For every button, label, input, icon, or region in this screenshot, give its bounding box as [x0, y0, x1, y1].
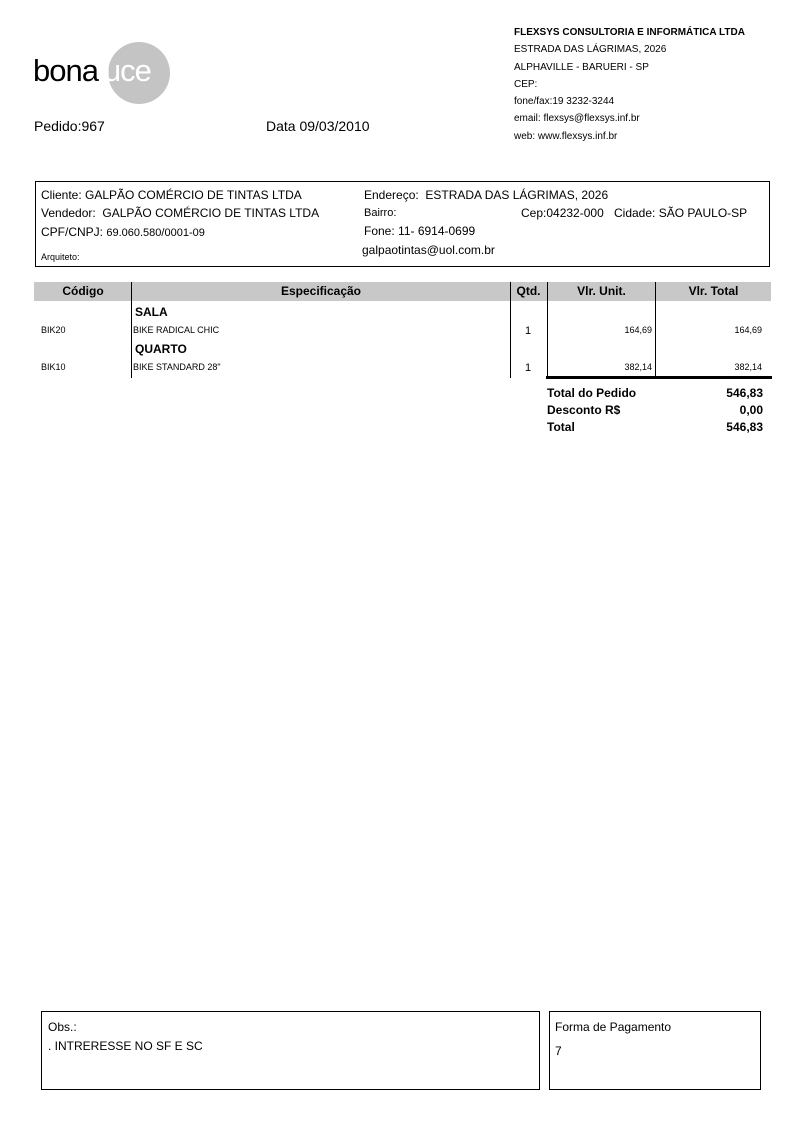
architect-label: Arquiteto:	[41, 252, 80, 262]
col-header-unit: Vlr. Unit.	[577, 284, 626, 298]
logo-text-bona: bona	[33, 53, 98, 88]
grand-total-value: 546,83	[726, 420, 763, 434]
phone-value: 11- 6914-0699	[398, 224, 476, 238]
payment-value: 7	[555, 1044, 562, 1058]
client-phone	[364, 224, 475, 238]
company-city: ALPHAVILLE - BARUERI - SP	[514, 61, 649, 73]
cpf-value: 69.060.580/0001-09	[106, 227, 205, 239]
client-address	[364, 188, 608, 202]
table-cell-qty: 1	[524, 325, 532, 337]
company-email: email: flexsys@flexsys.inf.br	[514, 113, 640, 125]
client-cep	[521, 206, 604, 220]
table-cell-code: BIK10	[41, 362, 66, 372]
seller-label: Vendedor:	[41, 206, 96, 220]
col-header-total: Vlr. Total	[688, 284, 739, 298]
discount-label: Desconto R$	[547, 403, 621, 417]
date-value: 09/03/2010	[299, 118, 370, 134]
company-cep: CEP:	[514, 78, 538, 90]
observations-label: Obs.:	[48, 1020, 77, 1034]
col-header-spec: Especificação	[280, 284, 362, 298]
table-cell-spec: BIKE RADICAL CHIC	[133, 325, 220, 335]
col-divider	[131, 282, 132, 378]
logo-text-luce: luce	[97, 53, 151, 88]
address-value: ESTRADA DAS LÁGRIMAS, 2026	[425, 188, 609, 202]
company-name: FLEXSYS CONSULTORIA E INFORMÁTICA LTDA	[514, 27, 745, 38]
grand-total-label: Total	[547, 420, 575, 434]
seller-value: GALPÃO COMÉRCIO DE TINTAS LTDA	[102, 206, 320, 220]
cpf-label: CPF/CNPJ:	[41, 225, 104, 239]
company-address: ESTRADA DAS LÁGRIMAS, 2026	[514, 44, 667, 56]
city-value: SÃO PAULO-SP	[658, 206, 748, 220]
company-phone: fone/fax:19 3232-3244	[514, 96, 615, 108]
company-info	[514, 24, 754, 145]
phone-label: Fone:	[364, 224, 395, 238]
address-label: Endereço:	[364, 188, 419, 202]
order-date	[266, 118, 370, 134]
order-total-value: 546,83	[726, 386, 763, 400]
cep-value: 04232-000	[546, 206, 604, 220]
group-title: QUARTO	[135, 342, 187, 356]
client-info-box	[35, 181, 770, 267]
table-cell-unit: 382,14	[624, 362, 652, 372]
table-cell-spec: BIKE STANDARD 28"	[133, 362, 221, 372]
order-total-label: Total do Pedido	[547, 386, 637, 400]
payment-box	[549, 1011, 761, 1090]
items-table-header	[34, 282, 771, 301]
date-label: Data	[266, 118, 296, 134]
table-cell-code: BIK20	[41, 325, 66, 335]
client-name	[41, 188, 302, 202]
client-email: galpaotintas@uol.com.br	[362, 243, 495, 257]
payment-label: Forma de Pagamento	[555, 1020, 672, 1034]
client-city	[614, 206, 747, 220]
client-cpf	[41, 225, 205, 239]
order-number	[34, 118, 105, 134]
col-header-qty: Qtd.	[516, 284, 541, 298]
discount-value: 0,00	[739, 403, 763, 417]
client-value: GALPÃO COMÉRCIO DE TINTAS LTDA	[85, 188, 302, 202]
col-header-code: Código	[62, 284, 104, 298]
table-cell-total: 164,69	[734, 325, 762, 335]
table-cell-total: 382,14	[734, 362, 762, 372]
table-cell-unit: 164,69	[624, 325, 652, 335]
observations-box	[41, 1011, 540, 1090]
company-web: web: www.flexsys.inf.br	[514, 130, 618, 142]
neighborhood-label: Bairro:	[364, 207, 397, 219]
order-number-value: 967	[81, 118, 105, 134]
city-label: Cidade:	[614, 206, 656, 220]
company-logo	[33, 51, 151, 91]
totals-separator	[546, 376, 772, 379]
table-cell-qty: 1	[524, 362, 532, 374]
client-label: Cliente:	[41, 188, 82, 202]
group-title: SALA	[135, 305, 168, 319]
order-label: Pedido:	[34, 118, 82, 134]
observations-text: . INTRERESSE NO SF E SC	[48, 1039, 203, 1053]
cep-label: Cep:	[521, 206, 547, 220]
seller-name	[41, 206, 319, 220]
